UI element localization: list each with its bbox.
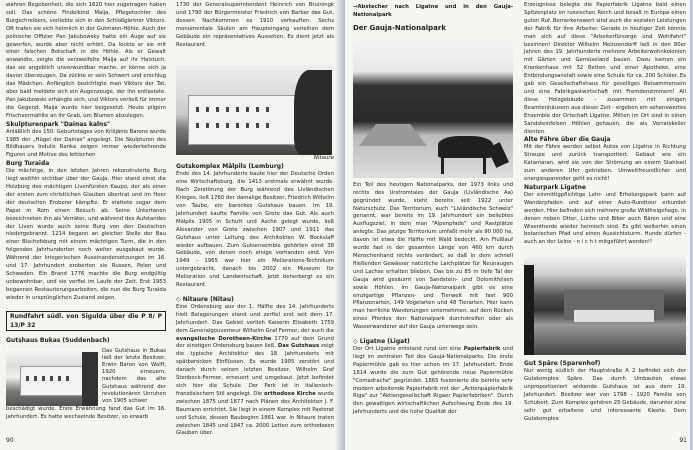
left-column-1 xyxy=(6,2,166,421)
page-number-right: 91 xyxy=(679,437,687,444)
book-spine-left-shadow xyxy=(335,0,345,450)
heading-ligatne: ◇ Līgatne (Ligat) xyxy=(353,338,410,346)
right-column-1 xyxy=(353,4,513,417)
nitaure-text xyxy=(176,304,334,438)
nitaure-text-2: 1770 auf dem Grund der einstigen Ordensburg bauen ließ. xyxy=(176,335,334,350)
route-box: Rundfahrt südl. von Sigulda über die P 8/ P 13/P 32 xyxy=(6,311,166,331)
gauja-nationalpark-text: Ein Teil des heutigen Nationalparks, der 1973 links und rechts des Urstromtales der Gauja (Livländische Aa) gegründet wurde, steht bereits seit 1922 unter Naturschutz. Das Territorium, auch "Livländische Schweiz" genannt, war bereits im 19. Jahrhundert ein beliebtes Ausflugsziel, in dem man "Alpenpfade" und Rastplätze anlegte. Das jetzige Territorium umfaßt mehr als 90 000 ha, davon ist etwa die Hälfte mit Wald bedeckt. Am Flußlauf wurde fast in der gesamten Länge von 460 km durch Menschenhand nichts verändert, so daß in dem schnell fließenden Gewässer natürliche Laichplätze für Neunaugen und Lachse erhalten blieben. Das bis zu 85 m tiefe Tal der Gauja wird gesäumt von Sandstein- und Dolomitfelsen sowie Höhlen. Im Gauja-Nationalpark gibt es eine einzigartige Pflanzen- und Tierwelt mit fast 900 Pflanzenarten, 149 Vogelarten und 48 Tierarten. Hier kann man herrliche Wanderungen unternehmen, auf dem Rücken eines Pferdes den Nationalpark durchstreifen oder als Wasserwanderer auf der Gauja unterwegs sein. xyxy=(353,181,513,331)
heading-alte-faehre: Alte Fähre über die Gauja xyxy=(524,136,611,144)
bukas-continued-text: 1730 der Generalsuperintendent Heinrich von Bruiningk und 1790 der Bürgermeister Friedrich von Barber das Gut, dessen Nachkommen es 1910 verkauften. Sechs monumentale Säulen am Haupteingang verleihen dem Gebäude ein repräsentatives Aussehen. Es dient jetzt als Restaurant. xyxy=(176,2,334,48)
lake-village-photo xyxy=(524,255,686,355)
nitaure-dorotheen-kirche: evangelische Dorotheen-Kirche xyxy=(176,335,272,342)
photo-caption-nitaure: Nitaure xyxy=(313,155,334,162)
nitaure-orthodoxe-kirche: orthodoxe Kirche xyxy=(264,390,316,397)
nitaure-gutshaus: Das Gutshaus xyxy=(277,343,320,350)
running-head: →Abstecher nach Līgatne und in den Gauja-Nationalpark xyxy=(353,4,513,18)
burg-turaida-text: Die mächtige, in den letzten Jahren rekonstruierte Burg liegt weithin sichtbar über der Gauja. Hier stand einst die Holzburg des mächtigen Livenfürsten Kaupo, der als einer der ersten zum christlichen Glauben übertrat und im Heer der deutschen Eroberer kämpfte. Er stattete sogar dem Papst in Rom einen Besuch ab. Seine Untertanen bezeichneten ihn als Verräter, und während des Aufstandes der Liven wurde auch seine Burg von den Deutschen niedergebrannt. 1214 begann an gleicher Stelle der Bau einer Bischofsburg mit einem mächtigen Turm, die in den folgenden Jahrhunderten noch weiter ausgebaut wurde. Während der kriegerischen Auseinandersetzungen im 16. und 17. Jahrhundert eroberten sie Russen, Polen und Schweden. Ein Brand 1776 machte die Burg endgültig unbewohnbar, und sie verfiel im Laufe der Zeit. Erst 1953 begannen Restaurierungsarbeiten, die nun die Burg Turaida wieder in ursprünglichen Zustand zeigen. xyxy=(6,168,166,301)
ligatne-papierfabrik: Papierfabrik xyxy=(463,346,501,353)
skulpturenpark-text: Anläßlich des 150. Geburtstages von Krišjānis Barons wurde 1985 der „Hügel der Dainas" angelegt. Die Skulpturen des Bildhauers Indulis Ranka zeigen immer wiederkehrende Figuren und Motive des lettischen xyxy=(6,128,166,159)
heading-naturpark-ligatne: Naturpark Līgatne xyxy=(524,183,586,191)
gut-spare-text: Nur wenig südlich der Hauptstraße A 2 befindet sich der Gutskomplex Spāre. Das durch Umbauten etwas unproportioniert wirkende Gutshaus ist aus dem 19. Jahrhundert. Besitzer war von 1798 - 1920 Familie von Schubert. Zum Komplex gehören 25 Gebäude, darunter eine sehr gut erhaltene und interessante Kleete. Dem Gutskomplex xyxy=(524,368,686,422)
nitaure-text-3: zeigt die typische Architektur des 18. Jahrhunderts mit spätbarocken Einflüssen. Es wurde 1905 zerstört und danach durch seinen letzten Besitzer, Wilhelm Graf Stenbock-Fermor, erneuert und umgebaut. Jetzt befindet sich hier die Schule. Der Park ist in italienisch-französischem Stil angelegt. Die xyxy=(176,343,334,397)
heading-nitaure: ◇ Nitaure (Nitau) xyxy=(176,295,234,303)
heading-gut-spare: Gut Spāre (Sparenhof) xyxy=(524,360,601,368)
left-column-2 xyxy=(176,2,334,438)
gutshaus-bukas-photo xyxy=(6,348,98,406)
ligatne-text-2: und liegt im zentralen Teil des Gauja-Nationalparks. Die erste Papiermühle gab es hier schon im 17. Jahrhundert. Ende 1814 wurde die zum Gut gehörende neue Papiermühle "Comadrache" gegründet. 1865 fusionierte die bereits sehr modern arbeitende Papierfabrik mit der „Actienpapierfabrik Riga" zur "Aktiengesellschaft Rigaer Papierfabriken". Durch den gewaltigen wirtschaftlichen Aufschwung Ende des 19. Jahrhunderts und die hohe Qualität der xyxy=(353,346,514,416)
gutshaus-bukas-text-cont: beschädigt wurde. Erste Erwähnung fand das Gut im 16. Jahrhundert. Es hatte wechselnde Besitzer, so erwarb xyxy=(6,405,166,420)
nitaure-manor-photo xyxy=(176,65,332,155)
left-page xyxy=(0,0,345,450)
heading-gauja-nationalpark: Der Gauja-Nationalpark xyxy=(353,23,447,32)
heading-gutskomplex-malpils: Gutskomplex Mālpils (Lemburg) xyxy=(176,163,284,171)
heading-skulpturenpark: Skulpturenpark "Dainas kalns" xyxy=(6,120,111,128)
page-number-left: 90 xyxy=(6,437,14,444)
papierfabrik-continued-text: Erzeugnisse belegte die Papierfabrik Līgatne bald einen Spitzenplatz im russischen Reich und besaß in Europa einen guten Ruf. Bemerkenswert sind auch die sozialen Leistungen der Fabrik für ihre Arbeiter. Gerade in heutiger Zeit könnte man sich auf diese "Arbeiterfürsorge und Wohlfahrt" besinnen! Direktor Wilhelm Meinzendorff ließ in den 80er Jahren des 19. Jahrhunderts mehrere Arbeiterwohnkolonien mit Gärten und Gemüseland bauen. Dazu kamen ein Krankenhaus mit 32 Betten und einer Apotheke, eine Entbindungsanstalt sowie eine Schule für ca. 200 Schüler. Es gab ein Gesellschaftshaus für geselliges Beisammensein und eine Fabrikgastwirtschaft mit Fremdenzimmern! All diese Holzgebäude - zusammen mit einigen Beamtenhäusern aus dieser Zeit - ergeben ein sehenswertes Ensemble der Ortschaft Līgatne. Mitten im Ort sind in einen Sandsteinfelsen Höhlen gehauen, die als Vorratskeller dienten. xyxy=(524,2,686,135)
heading-burg-turaida: Burg Turaida xyxy=(6,160,50,168)
right-page xyxy=(345,0,693,450)
ligatne-text-1: Der Ort Līgatne entstand rund um eine xyxy=(353,346,464,353)
gauja-horse-photo xyxy=(353,36,513,178)
gutshaus-bukas-text: Das Gutshaus in Bukas ließ der letzte Besitzer, Erwin Baron von Wolff, 1920 erneuern, nachdem das alte Gutshaus während der revolutionären Unruhen von 1905 schwer xyxy=(102,347,166,405)
nitaure-text-1: Eine Ordensburg aus der 1. Hälfte des 14. Jahrhunderts hielt Belagerungen stand und zerfiel erst seit dem 17. Jahrhundert. Das Gebiet verlieh Kaiserin Elisabeth 1759 dem Generalgouverneur Wilhelm Graf Fermor, der auch die xyxy=(176,303,334,334)
naturpark-ligatne-text: Der einmittigpflichtige Lehr- und Erholungspark kann auf Wanderpfaden und auf einer Auto-Rundtour erkundet werden. Hier befinden sich mehrere große Wildfreigehege, in denen neben Otter, Luchs und Biber auch Bären und eine Wisentherde wieder heimisch sind. Es gibt weiterhin einen botanischen Pfad und einen Aussichtsturm. Hunde dürfen - auch an der Leine - n i c h t mitgeführt werden!! xyxy=(524,191,686,246)
nitaure-text-4: wurde zwischen 1875 und 1877 nach Plänen des Architekten J. F. Baumann errichtet. Sie liegt in einem Komplex mit Pastorat und Schule, dessen Baubeginn 1861 war. In Nitaure traten zwischen 1845 und 1847 ca. 2000 Letten zum orthodoxen Glauben über. xyxy=(176,390,334,437)
heading-gutshaus-bukas: Gutshaus Bukas (Suddenbach) xyxy=(6,336,110,344)
alte-faehre-text: Mit der Fähre werden selbst Autos von Līgatne in Richtung Straupe und zurück transportiert. Gebaut wie ein Katamaran, wird sie von der Strömung an einem Stahlseil zum anderen Ufer getrieben. Umweltfreundlicher und energiesparender geht es nicht! xyxy=(524,144,686,183)
malpils-text: Ende des 14. Jahrhunderts baute hier der Deutsche Orden eine Wirtschaftsburg, die 1413 erstmals erwähnt wurde. Nach Zerstörung der Burg während des Livländischen Krieges, ließ 1760 der damalige Besitzer, Friedrich Wilhelm von Taube, ein barockes Gutshaus bauen. Im 19. Jahrhundert kaufte Familie von Grote das Gut. Als auch Mālpils 1905 in Schutt und Asche gelegt wurde, ließ Alexander von Grote zwischen 1907 und 1911 das Gutshaus unter Leitung des Architekten W. Bockslaff wieder aufbauen. Zum Gutsensemble gehörten einst 38 Gebäude, von denen noch einige vorhanden sind. Von 1949 - 1965 war hier ein Meliorations-Technikum untergebracht, danach bis 2002 ein Museum für Melioration und Landwirtschaft. Jetzt beherbergt es ein Restaurant. xyxy=(176,171,334,289)
maija-legend-text: wahren Begebenheit, die sich 1620 hier zugetragen haben soll. Das schöne Findelkind Maija, Pflegetochter des Burgschreibers, verliebte sich in den Schloßgärtner Viktors. Oft trafen sie sich heimlich in der Gutmann-Höhle. Auch der polnische Offizier Pan Jakubowsky hatte ein Auge auf sie geworfen, wurde aber nicht erhört. Da lockte er sie mit einer falschen Botschaft in die Höhle. Als er Gewalt anwandte, zeigte die verzweifelte Maija auf ihr Halstuch, das sie angeblich unverwundbar mache, er könne sich ja davon überzeugen. Da zückte er sein Schwert und erschlug das Mädchen. Anfänglich bezichtigte man Viktors der Tat, aber bald meldete sich ein Augenzeuge, der ihn entlastete. Pan Jakubowski erhängte sich, und Viktors verließ für immer die Gegend. Maija wurde hier beigesetzt. Heute pilgern Frischvermählte an ihr Grab, um Blumen abzulegen. xyxy=(6,2,166,119)
right-column-2 xyxy=(524,2,686,424)
ligatne-text xyxy=(353,346,513,417)
